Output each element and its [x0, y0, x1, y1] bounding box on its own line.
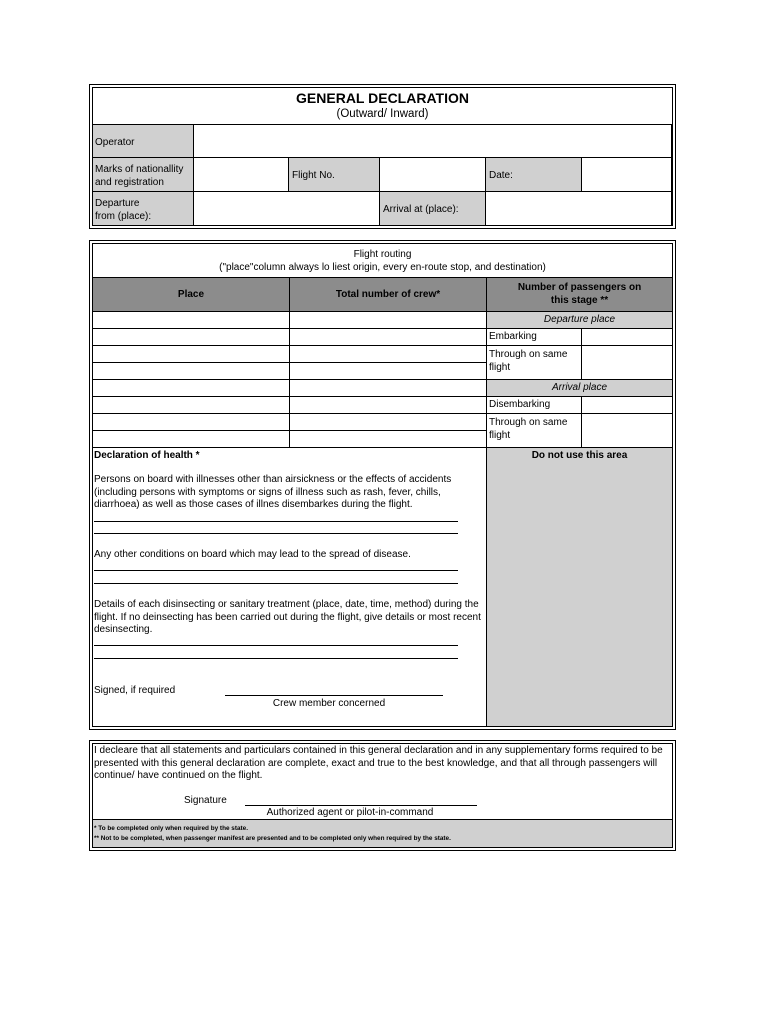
signature-label: Signature	[184, 795, 227, 806]
crew-field-2[interactable]	[289, 328, 487, 346]
crew-field-6[interactable]	[289, 396, 487, 414]
form-title: GENERAL DECLARATION	[296, 90, 469, 106]
crew-field-3[interactable]	[289, 345, 487, 363]
place-field-4[interactable]	[92, 362, 290, 380]
arrival-field[interactable]	[485, 191, 672, 226]
col-crew-header	[289, 277, 487, 312]
through-text-2: Through on same flight	[489, 417, 568, 441]
health-paragraph-2: Any other conditions on board which may lead to the spread of disease.	[94, 549, 411, 560]
form-subtitle: (Outward/ Inward)	[336, 108, 429, 120]
place-field-7[interactable]	[92, 413, 290, 431]
departure-place-text: Departure place	[543, 314, 616, 325]
operator-label	[92, 124, 194, 158]
departure-field[interactable]	[193, 191, 380, 226]
col-place-header	[92, 277, 290, 312]
place-field-1[interactable]	[92, 311, 290, 329]
date-label	[485, 157, 582, 192]
embarking-label	[486, 328, 582, 346]
do-not-use-label: Do not use this area	[531, 450, 628, 461]
operator-field[interactable]	[193, 124, 672, 158]
date-field[interactable]	[581, 157, 672, 192]
col-crew-text: Total number of crew*	[335, 289, 441, 300]
through-text-1: Through on same flight	[489, 349, 568, 373]
crew-signature-line[interactable]	[225, 695, 443, 696]
crew-field-8[interactable]	[289, 430, 487, 448]
routing-title: Flight routing	[353, 249, 412, 260]
disembarking-field[interactable]	[581, 396, 673, 414]
col-place-text: Place	[177, 289, 205, 300]
flight-no-label	[288, 157, 380, 192]
arrival-place-text: Arrival place	[551, 382, 608, 393]
crew-field-1[interactable]	[289, 311, 487, 329]
do-not-use-area	[486, 447, 673, 727]
authorized-agent-label: Authorized agent or pilot-in-command	[266, 807, 434, 818]
marks-label	[92, 157, 194, 192]
health-paragraph-1: Persons on board with illnesses other than airsickness or the effects of accidents (including persons with symptoms or signs of illness such as rash, fever, chills, diarrhoea) as well as those cases of illnes disembarkes during the flight.	[94, 474, 452, 510]
through-field-2[interactable]	[581, 413, 673, 448]
health-line-2	[94, 533, 458, 534]
departure-place-header	[486, 311, 673, 329]
crew-field-5[interactable]	[289, 379, 487, 397]
embarking-text: Embarking	[489, 331, 537, 342]
health-line-1	[94, 521, 458, 522]
disembarking-label	[486, 396, 582, 414]
agent-signature-line[interactable]	[245, 805, 477, 806]
health-line-5	[94, 645, 458, 646]
footnote-1: * To be completed only when required by the state.	[94, 825, 248, 832]
health-line-4	[94, 583, 458, 584]
operator-label-text: Operator	[95, 137, 135, 148]
col-passengers-header	[486, 277, 673, 312]
departure-label-text: Departure from (place):	[95, 198, 152, 222]
place-field-2[interactable]	[92, 328, 290, 346]
crew-field-7[interactable]	[289, 413, 487, 431]
through-field-1[interactable]	[581, 345, 673, 380]
flight-no-field[interactable]	[379, 157, 486, 192]
place-field-8[interactable]	[92, 430, 290, 448]
flight-no-label-text: Flight No.	[292, 170, 335, 181]
health-line-6	[94, 658, 458, 659]
health-line-3	[94, 570, 458, 571]
arrival-label-text: Arrival at (place):	[383, 204, 459, 215]
arrival-label	[379, 191, 486, 226]
through-label-2	[486, 413, 582, 448]
health-title: Declaration of health *	[94, 450, 200, 461]
marks-field[interactable]	[193, 157, 289, 192]
routing-header	[92, 243, 673, 278]
crew-member-label: Crew member concerned	[272, 698, 386, 709]
date-label-text: Date:	[489, 170, 513, 181]
place-field-6[interactable]	[92, 396, 290, 414]
footnote-2: ** Not to be completed, when passenger manifest are presented and to be completed only when required by the state.	[94, 835, 451, 842]
disembarking-text: Disembarking	[489, 399, 551, 410]
departure-label	[92, 191, 194, 226]
declaration-text: I decleare that all statements and particulars contained in this general declaration and in any supplementary forms required to be presented with this general declaration are complete, exact and true to the best knowledge, and that all through passengers will continue/ have continued on the flight.	[94, 745, 663, 781]
marks-label-text: Marks of nationallity and registration	[95, 164, 184, 188]
health-paragraph-3: Details of each disinsecting or sanitary treatment (place, date, time, method) during the flight. If no deinsecting has been carried out during the flight, give details or most recent desinsecting.	[94, 599, 481, 635]
signed-label: Signed, if required	[94, 685, 176, 696]
routing-note: ("place"column always lo liest origin, every en-route stop, and destination)	[219, 261, 546, 273]
col-passengers-text: Number of passengers on this stage **	[517, 282, 642, 306]
through-label-1	[486, 345, 582, 380]
embarking-field[interactable]	[581, 328, 673, 346]
crew-field-4[interactable]	[289, 362, 487, 380]
arrival-place-header	[486, 379, 673, 397]
place-field-5[interactable]	[92, 379, 290, 397]
place-field-3[interactable]	[92, 345, 290, 363]
